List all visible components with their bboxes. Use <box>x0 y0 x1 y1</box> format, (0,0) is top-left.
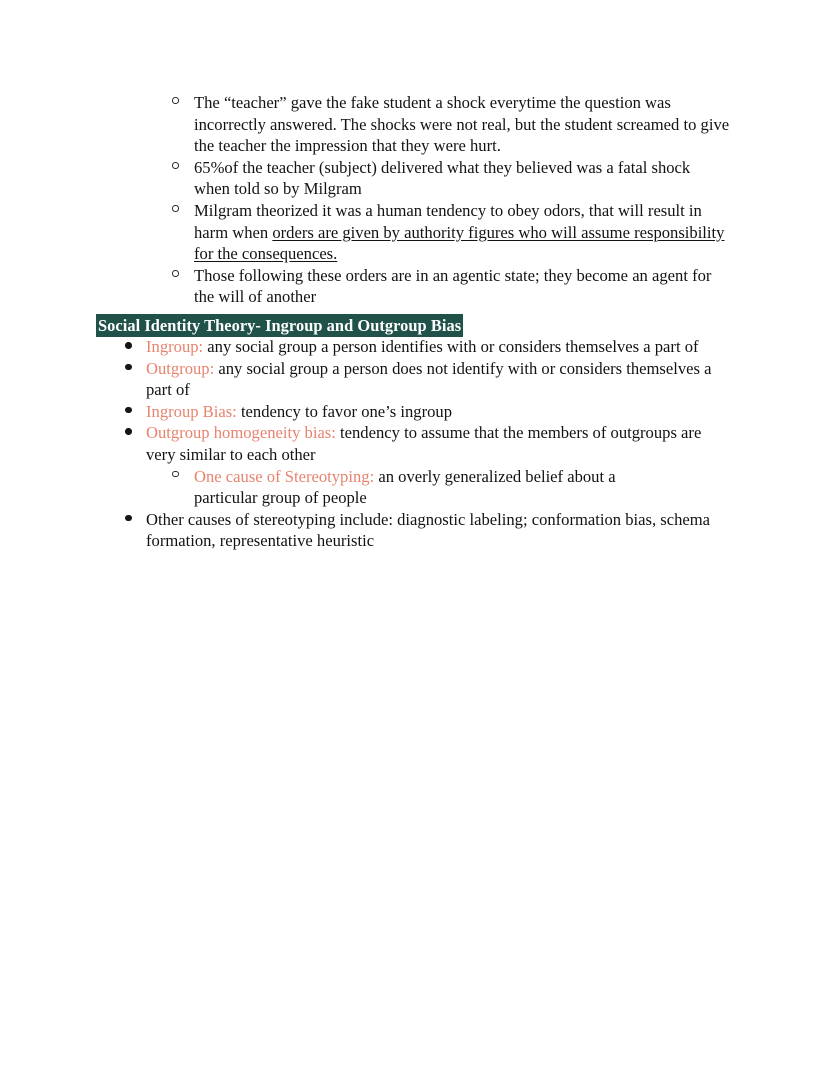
list-item-text: Other causes of stereotyping include: diagnostic labeling; conformation bias, schema formation, representative heuristic <box>146 509 711 551</box>
term-definition: any social group a person identifies with or considers themselves a part of <box>203 336 699 356</box>
term-label: Ingroup Bias: <box>146 401 237 421</box>
section-heading <box>96 317 828 335</box>
term-label: Outgroup homogeneity bias: <box>146 423 336 443</box>
term-definition: any social group a person does not identify with or considers themselves a part of <box>146 358 712 400</box>
list-item <box>146 336 828 358</box>
disc-bullet-icon <box>125 428 132 435</box>
list-item-text: Those following these orders are in an agentic state; they become an agent for the will of another <box>194 265 712 307</box>
document-body <box>0 92 828 552</box>
hollow-bullet-icon <box>172 97 179 104</box>
list-item <box>194 466 730 509</box>
disc-bullet-icon <box>125 364 132 371</box>
underlined-phrase: orders are given by authority figures who will assume responsibility for the consequences. <box>194 222 725 264</box>
list-item <box>146 358 828 401</box>
disc-bullet-icon <box>125 342 132 349</box>
disc-bullet-icon <box>125 515 132 522</box>
list-item <box>146 509 828 552</box>
list-item-text: Milgram theorized it was a human tendency to obey odors, that will result in harm when <box>194 200 702 242</box>
social-identity-list <box>0 336 828 552</box>
list-item <box>146 422 828 508</box>
term-definition: tendency to favor one’s ingroup <box>236 401 452 421</box>
list-item <box>146 401 828 423</box>
hollow-bullet-icon <box>172 205 179 212</box>
hollow-bullet-icon <box>172 471 179 478</box>
term-label: Outgroup: <box>146 358 215 378</box>
list-item-text: The “teacher” gave the fake student a shock everytime the question was incorrectly answered. The shocks were not real, but the student screamed to give the teacher the impression that they were hurt. <box>194 93 730 156</box>
term-label: Ingroup: <box>146 336 204 356</box>
list-item <box>194 157 828 200</box>
disc-bullet-icon <box>125 407 132 414</box>
hollow-bullet-icon <box>172 270 179 277</box>
milgram-notes-list <box>0 92 828 308</box>
list-item-text: 65%of the teacher (subject) delivered what they believed was a fatal shock when told so by Milgram <box>194 157 691 199</box>
list-item <box>194 92 828 157</box>
term-label: One cause of Stereotyping: <box>194 466 375 486</box>
list-item <box>194 265 828 308</box>
term-definition: an overly generalized belief about a particular group of people <box>194 466 616 508</box>
section-heading-text: Social Identity Theory- Ingroup and Outgroup Bias <box>98 315 462 335</box>
list-item <box>194 200 828 265</box>
stereotyping-sublist <box>146 466 730 509</box>
term-definition: tendency to assume that the members of outgroups are very similar to each other <box>146 423 702 464</box>
hollow-bullet-icon <box>172 162 179 169</box>
